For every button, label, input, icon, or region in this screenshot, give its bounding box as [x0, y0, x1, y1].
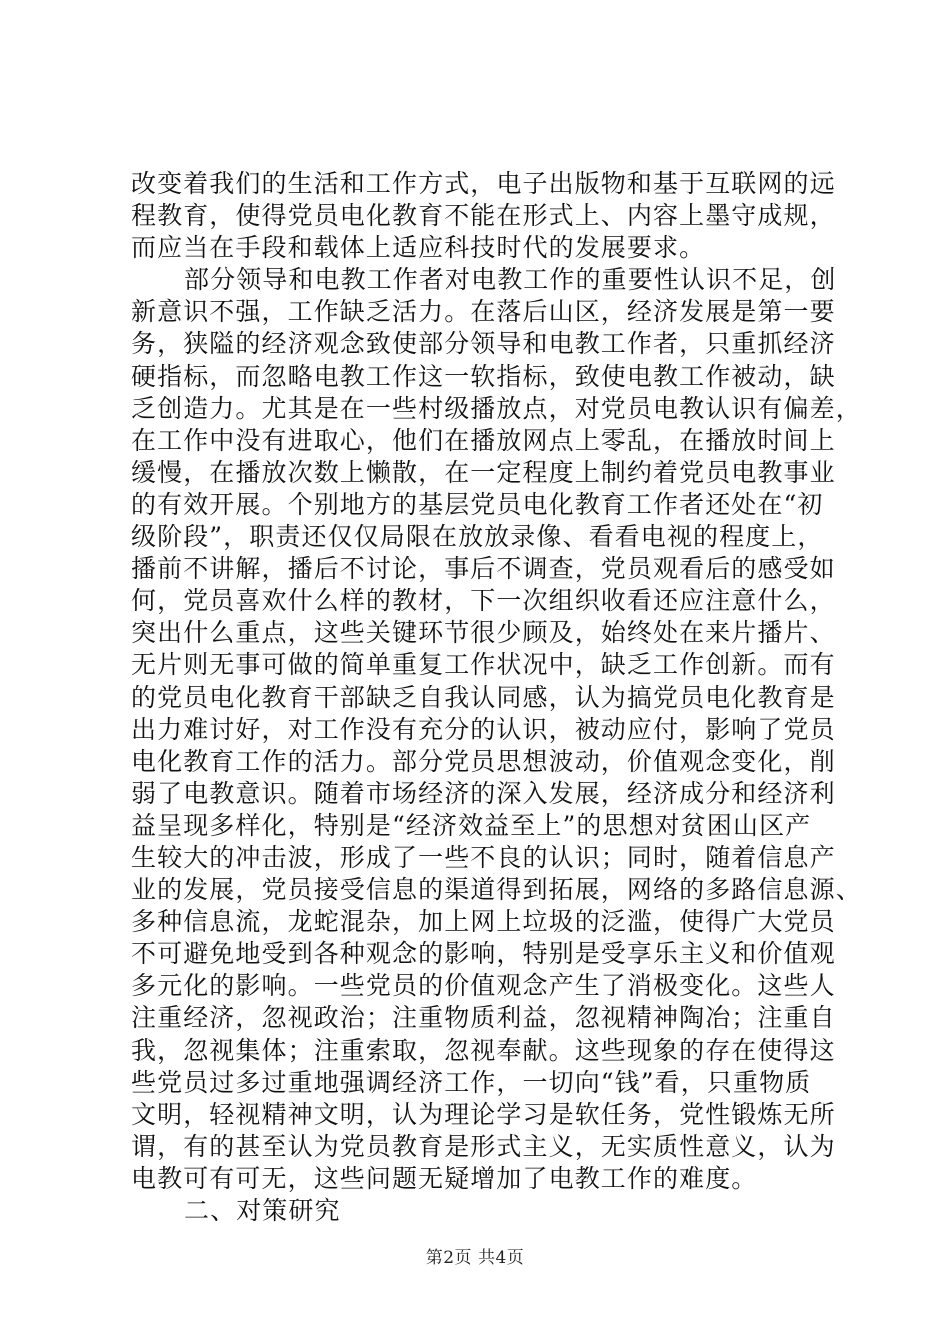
document-body — [131, 168, 862, 1227]
text-line: 文明，轻视精神文明，认为理论学习是软任务，党性锻炼无所 — [131, 1099, 836, 1129]
text-line: 务，狭隘的经济观念致使部分领导和电教工作者，只重抓经济 — [131, 329, 836, 359]
text-line: 谓，有的甚至认为党员教育是形式主义，无实质性意义，认为 — [131, 1131, 836, 1161]
text-line: 业的发展，党员接受信息的渠道得到拓展，网络的多路信息源、 — [131, 875, 862, 905]
text-line: 多种信息流，龙蛇混杂，加上网上垃圾的泛滥，使得广大党员 — [131, 907, 836, 937]
text-line: 何，党员喜欢什么样的教材，下一次组织收看还应注意什么， — [131, 586, 836, 616]
text-line: 硬指标，而忽略电教工作这一软指标，致使电教工作被动，缺 — [131, 361, 836, 391]
text-line: 的党员电化教育干部缺乏自我认同感，认为搞党员电化教育是 — [131, 682, 836, 712]
text-line: 程教育，使得党员电化教育不能在形式上、内容上墨守成规， — [131, 201, 836, 231]
text-line: 新意识不强，工作缺乏活力。在落后山区，经济发展是第一要 — [131, 297, 836, 327]
text-line: 电教可有可无，这些问题无疑增加了电教工作的难度。 — [131, 1163, 758, 1193]
text-line: 电化教育工作的活力。部分党员思想波动，价值观念变化，削 — [131, 746, 836, 776]
text-line: 改变着我们的生活和工作方式，电子出版物和基于互联网的远 — [131, 169, 836, 198]
text-line: 我，忽视集体；注重索取，忽视奉献。这些现象的存在使得这 — [131, 1035, 836, 1065]
page-number: 第2页 共4页 — [425, 1248, 525, 1268]
text-line: 乏创造力。尤其是在一些村级播放点，对党员电教认识有偏差， — [131, 393, 862, 423]
text-line: 级阶段”，职责还仅仅局限在放放录像、看看电视的程度上， — [131, 522, 824, 552]
text-line: 注重经济，忽视政治；注重物质利益，忽视精神陶冶；注重自 — [131, 1003, 836, 1033]
text-line: 出力难讨好，对工作没有充分的认识，被动应付，影响了党员 — [131, 714, 836, 744]
text-line: 在工作中没有进取心，他们在播放网点上零乱，在播放时间上 — [131, 425, 836, 455]
text-line: 无片则无事可做的简单重复工作状况中，缺乏工作创新。而有 — [131, 650, 836, 680]
text-line: 多元化的影响。一些党员的价值观念产生了消极变化。这些人 — [131, 971, 836, 1001]
text-line: 播前不讲解，播后不讨论，事后不调查，党员观看后的感受如 — [131, 554, 836, 584]
text-line: 弱了电教意识。随着市场经济的深入发展，经济成分和经济利 — [131, 778, 836, 808]
text-line: 益呈现多样化，特别是“经济效益至上”的思想对贫困山区产 — [131, 810, 812, 840]
text-line: 突出什么重点，这些关键环节很少顾及，始终处在来片播片、 — [131, 618, 836, 648]
text-line: 缓慢，在播放次数上懒散，在一定程度上制约着党员电教事业 — [131, 457, 836, 487]
text-line: 不可避免地受到各种观念的影响，特别是受享乐主义和价值观 — [131, 939, 836, 969]
text-line: 些党员过多过重地强调经济工作，一切向“钱”看，只重物质 — [131, 1067, 812, 1097]
text-line: 生较大的冲击波，形成了一些不良的认识；同时，随着信息产 — [131, 842, 836, 872]
paragraph-start-line: 部分领导和电教工作者对电教工作的重要性认识不足，创 — [184, 265, 837, 295]
text-line: 的有效开展。个别地方的基层党员电化教育工作者还处在“初 — [131, 489, 824, 519]
text-line: 而应当在手段和载体上适应科技时代的发展要求。 — [131, 233, 706, 263]
section-heading: 二、对策研究 — [184, 1196, 341, 1225]
page-footer — [0, 1243, 950, 1268]
